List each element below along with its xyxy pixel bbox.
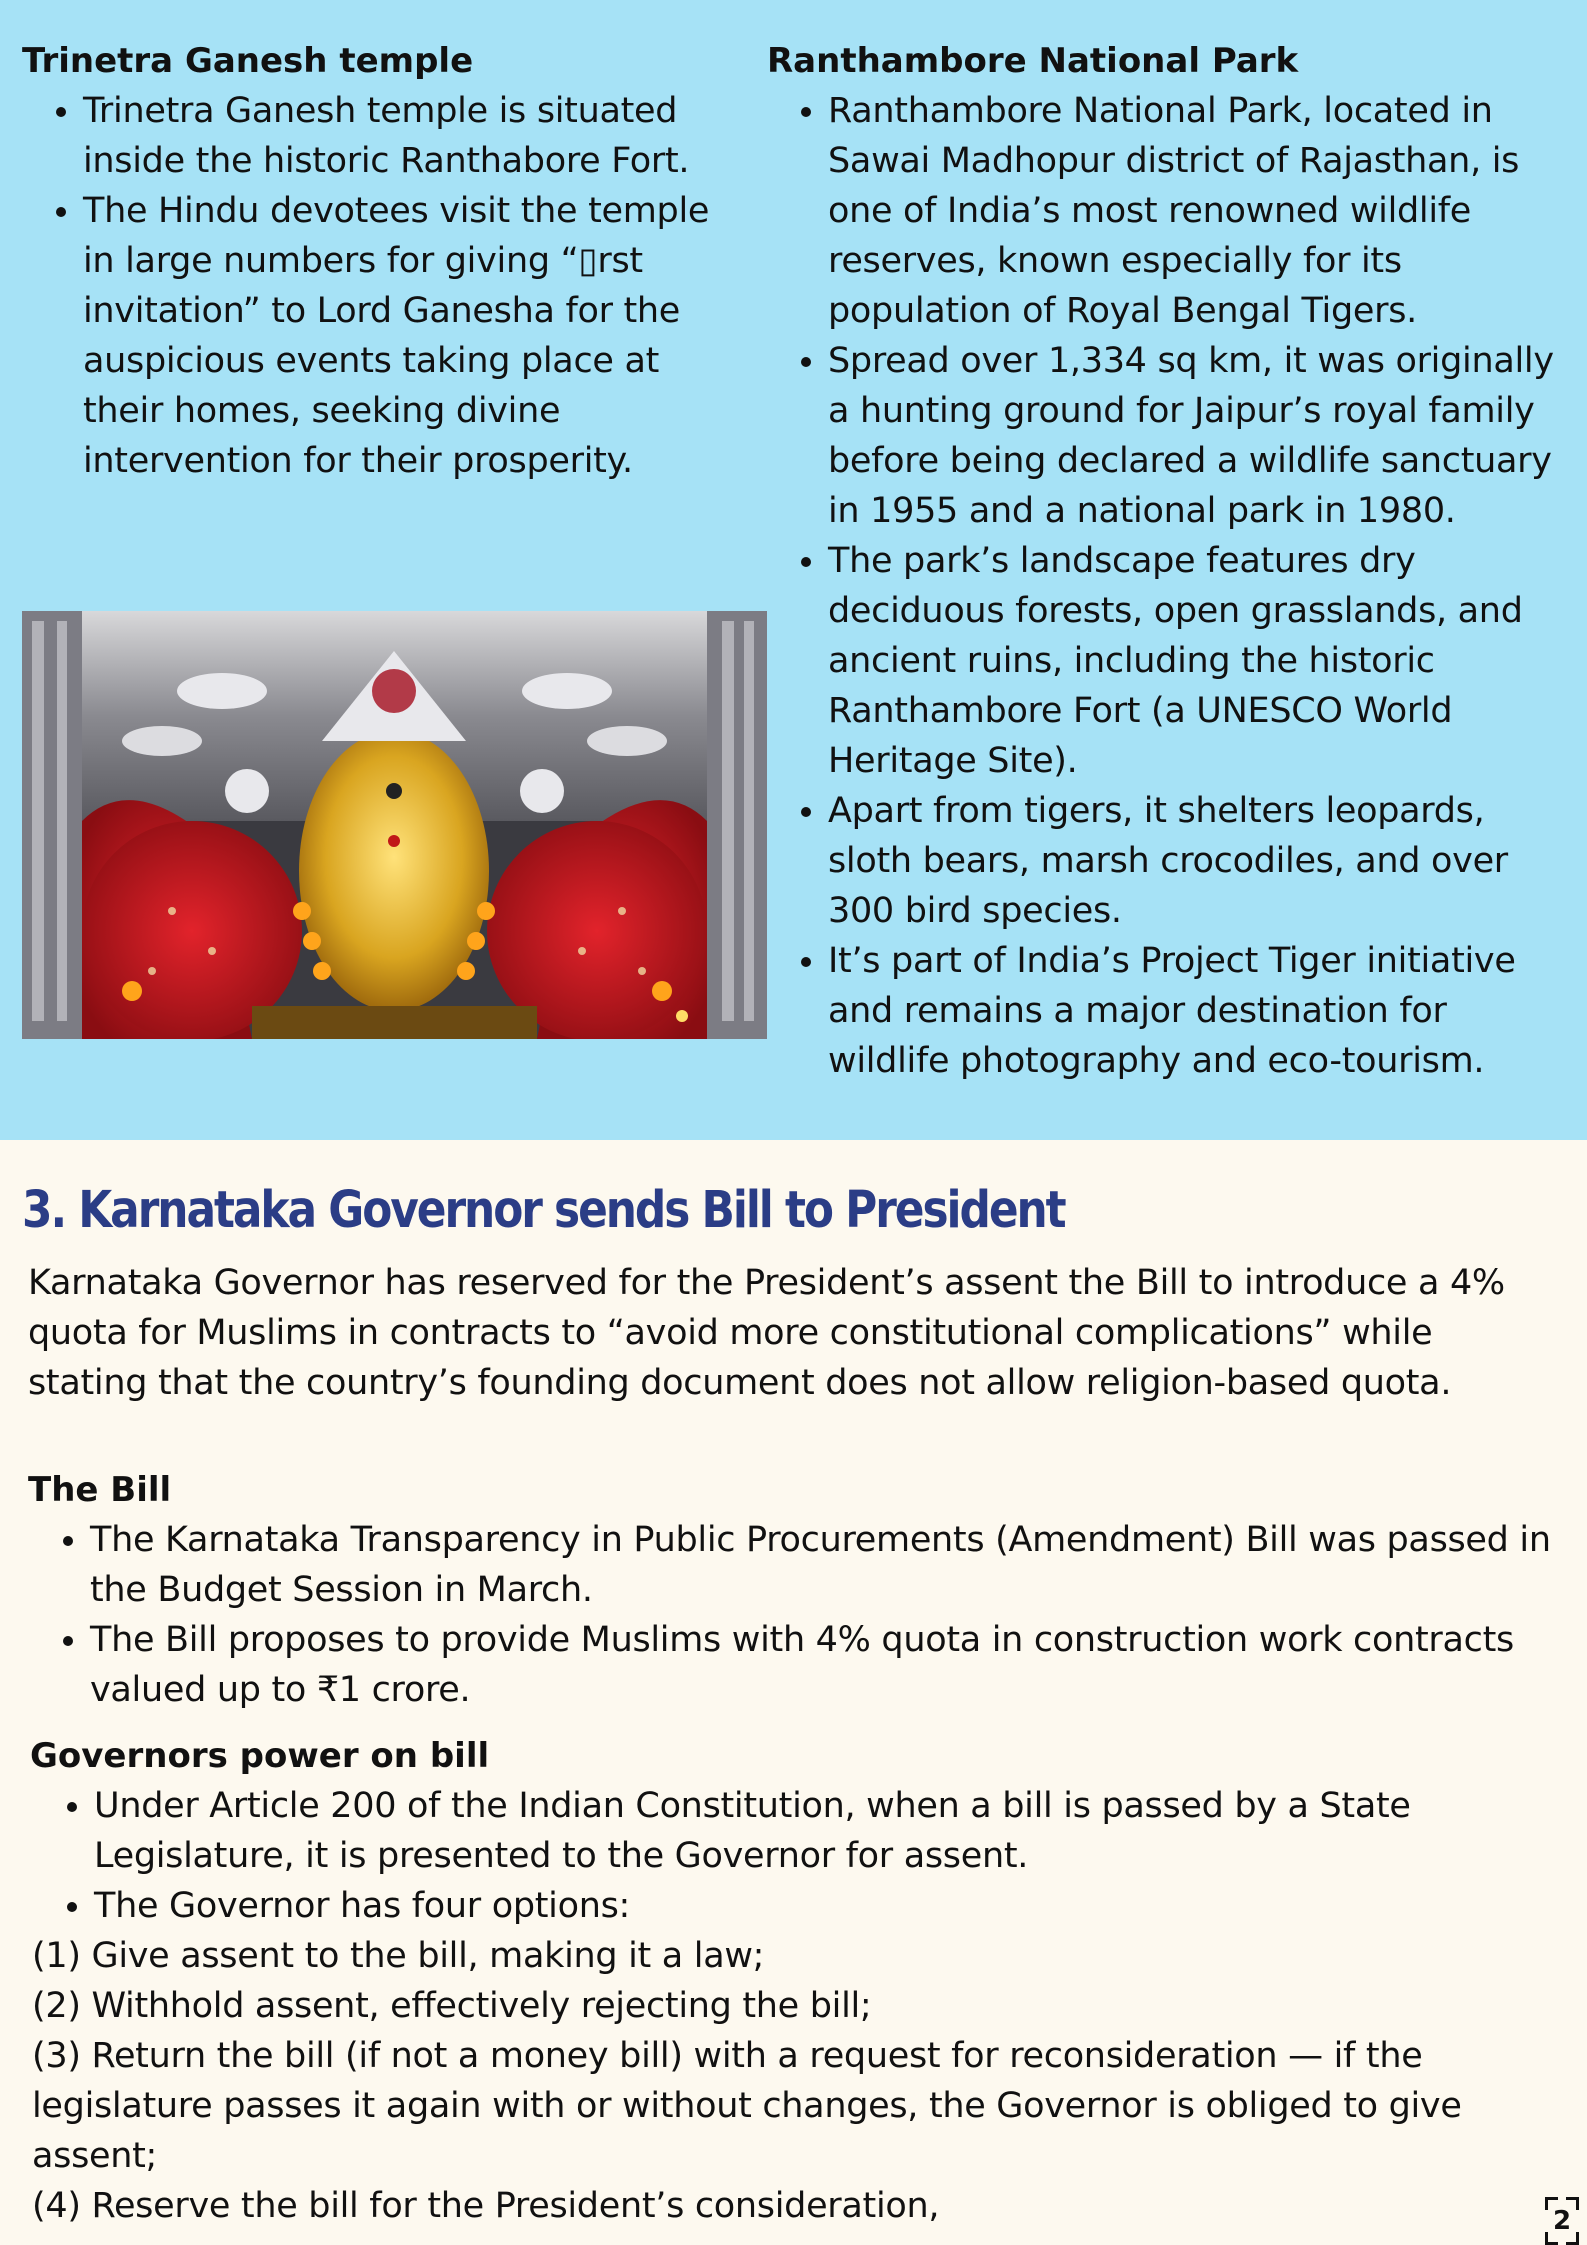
option-item: (4) Reserve the bill for the President’s consideration, — [32, 2186, 940, 2226]
bill-subheading: The Bill — [28, 1470, 172, 1510]
list-item: • The Hindu devotees visit the temple in large numbers for giving “▯rst invitation” to Lord Ganesha for the auspicious events taking place at their homes, seeking divine intervention for their prosperity. — [83, 186, 723, 486]
option-item: (3) Return the bill (if not a money bill) with a request for reconsideration — if the legislature passes it again with or without changes, the Governor is obliged to give assent; — [32, 2036, 1462, 2176]
article-intro: Karnataka Governor has reserved for the President’s assent the Bill to introduce a 4% quota for Muslims in contracts to “avoid more constitutional complications” while stating that the country’s founding document does not allow religion-based quota. — [28, 1263, 1505, 1403]
list-item: • Ranthambore National Park, located in Sawai Madhopur district of Rajasthan, is one of India’s most renowned wildlife reserves, known especially for its population of Royal Bengal Tigers. — [828, 86, 1567, 336]
list-item: • The Governor has four options: — [94, 1881, 1562, 1931]
list-item: • It’s part of India’s Project Tiger initiative and remains a major destination for wildlife photography and eco-tourism. — [828, 936, 1567, 1086]
list-item: • Trinetra Ganesh temple is situated inside the historic Ranthabore Fort. — [83, 86, 723, 186]
option-item: (1) Give assent to the bill, making it a law; — [32, 1936, 765, 1976]
page-number: 2 — [1545, 2197, 1579, 2245]
list-item: • The park’s landscape features dry deciduous forests, open grasslands, and ancient ruins, including the historic Ranthambore Fort (a UNESCO World Heritage Site). — [828, 536, 1567, 786]
governor-power-subheading: Governors power on bill — [30, 1736, 490, 1776]
governor-power-bullets — [32, 1781, 1562, 1931]
temple-bullets — [22, 86, 723, 486]
park-bullets — [767, 86, 1567, 1086]
article-heading: 3. Karnataka Governor sends Bill to President — [22, 1181, 1065, 1240]
list-item: • Apart from tigers, it shelters leopards, sloth bears, marsh crocodiles, and over 300 bird species. — [828, 786, 1567, 936]
list-item: • The Karnataka Transparency in Public Procurements (Amendment) Bill was passed in the Budget Session in March. — [90, 1515, 1558, 1615]
park-title: Ranthambore National Park — [767, 41, 1299, 81]
list-item: • Under Article 200 of the Indian Constitution, when a bill is passed by a State Legislature, it is presented to the Governor for assent. — [94, 1781, 1562, 1881]
article-section — [0, 1140, 1587, 2245]
park-section — [767, 36, 1567, 1086]
list-item: • Spread over 1,334 sq km, it was originally a hunting ground for Jaipur’s royal family before being declared a wildlife sanctuary in 1955 and a national park in 1980. — [828, 336, 1567, 536]
temple-idol-photo — [22, 611, 767, 1039]
temple-section — [22, 36, 722, 486]
governor-options — [32, 1931, 1562, 2231]
bill-bullets — [28, 1515, 1558, 1715]
option-item: (2) Withhold assent, effectively rejecting the bill; — [32, 1986, 872, 2026]
temple-title: Trinetra Ganesh temple — [22, 41, 474, 81]
list-item: • The Bill proposes to provide Muslims with 4% quota in construction work contracts valued up to ₹1 crore. — [90, 1615, 1558, 1715]
